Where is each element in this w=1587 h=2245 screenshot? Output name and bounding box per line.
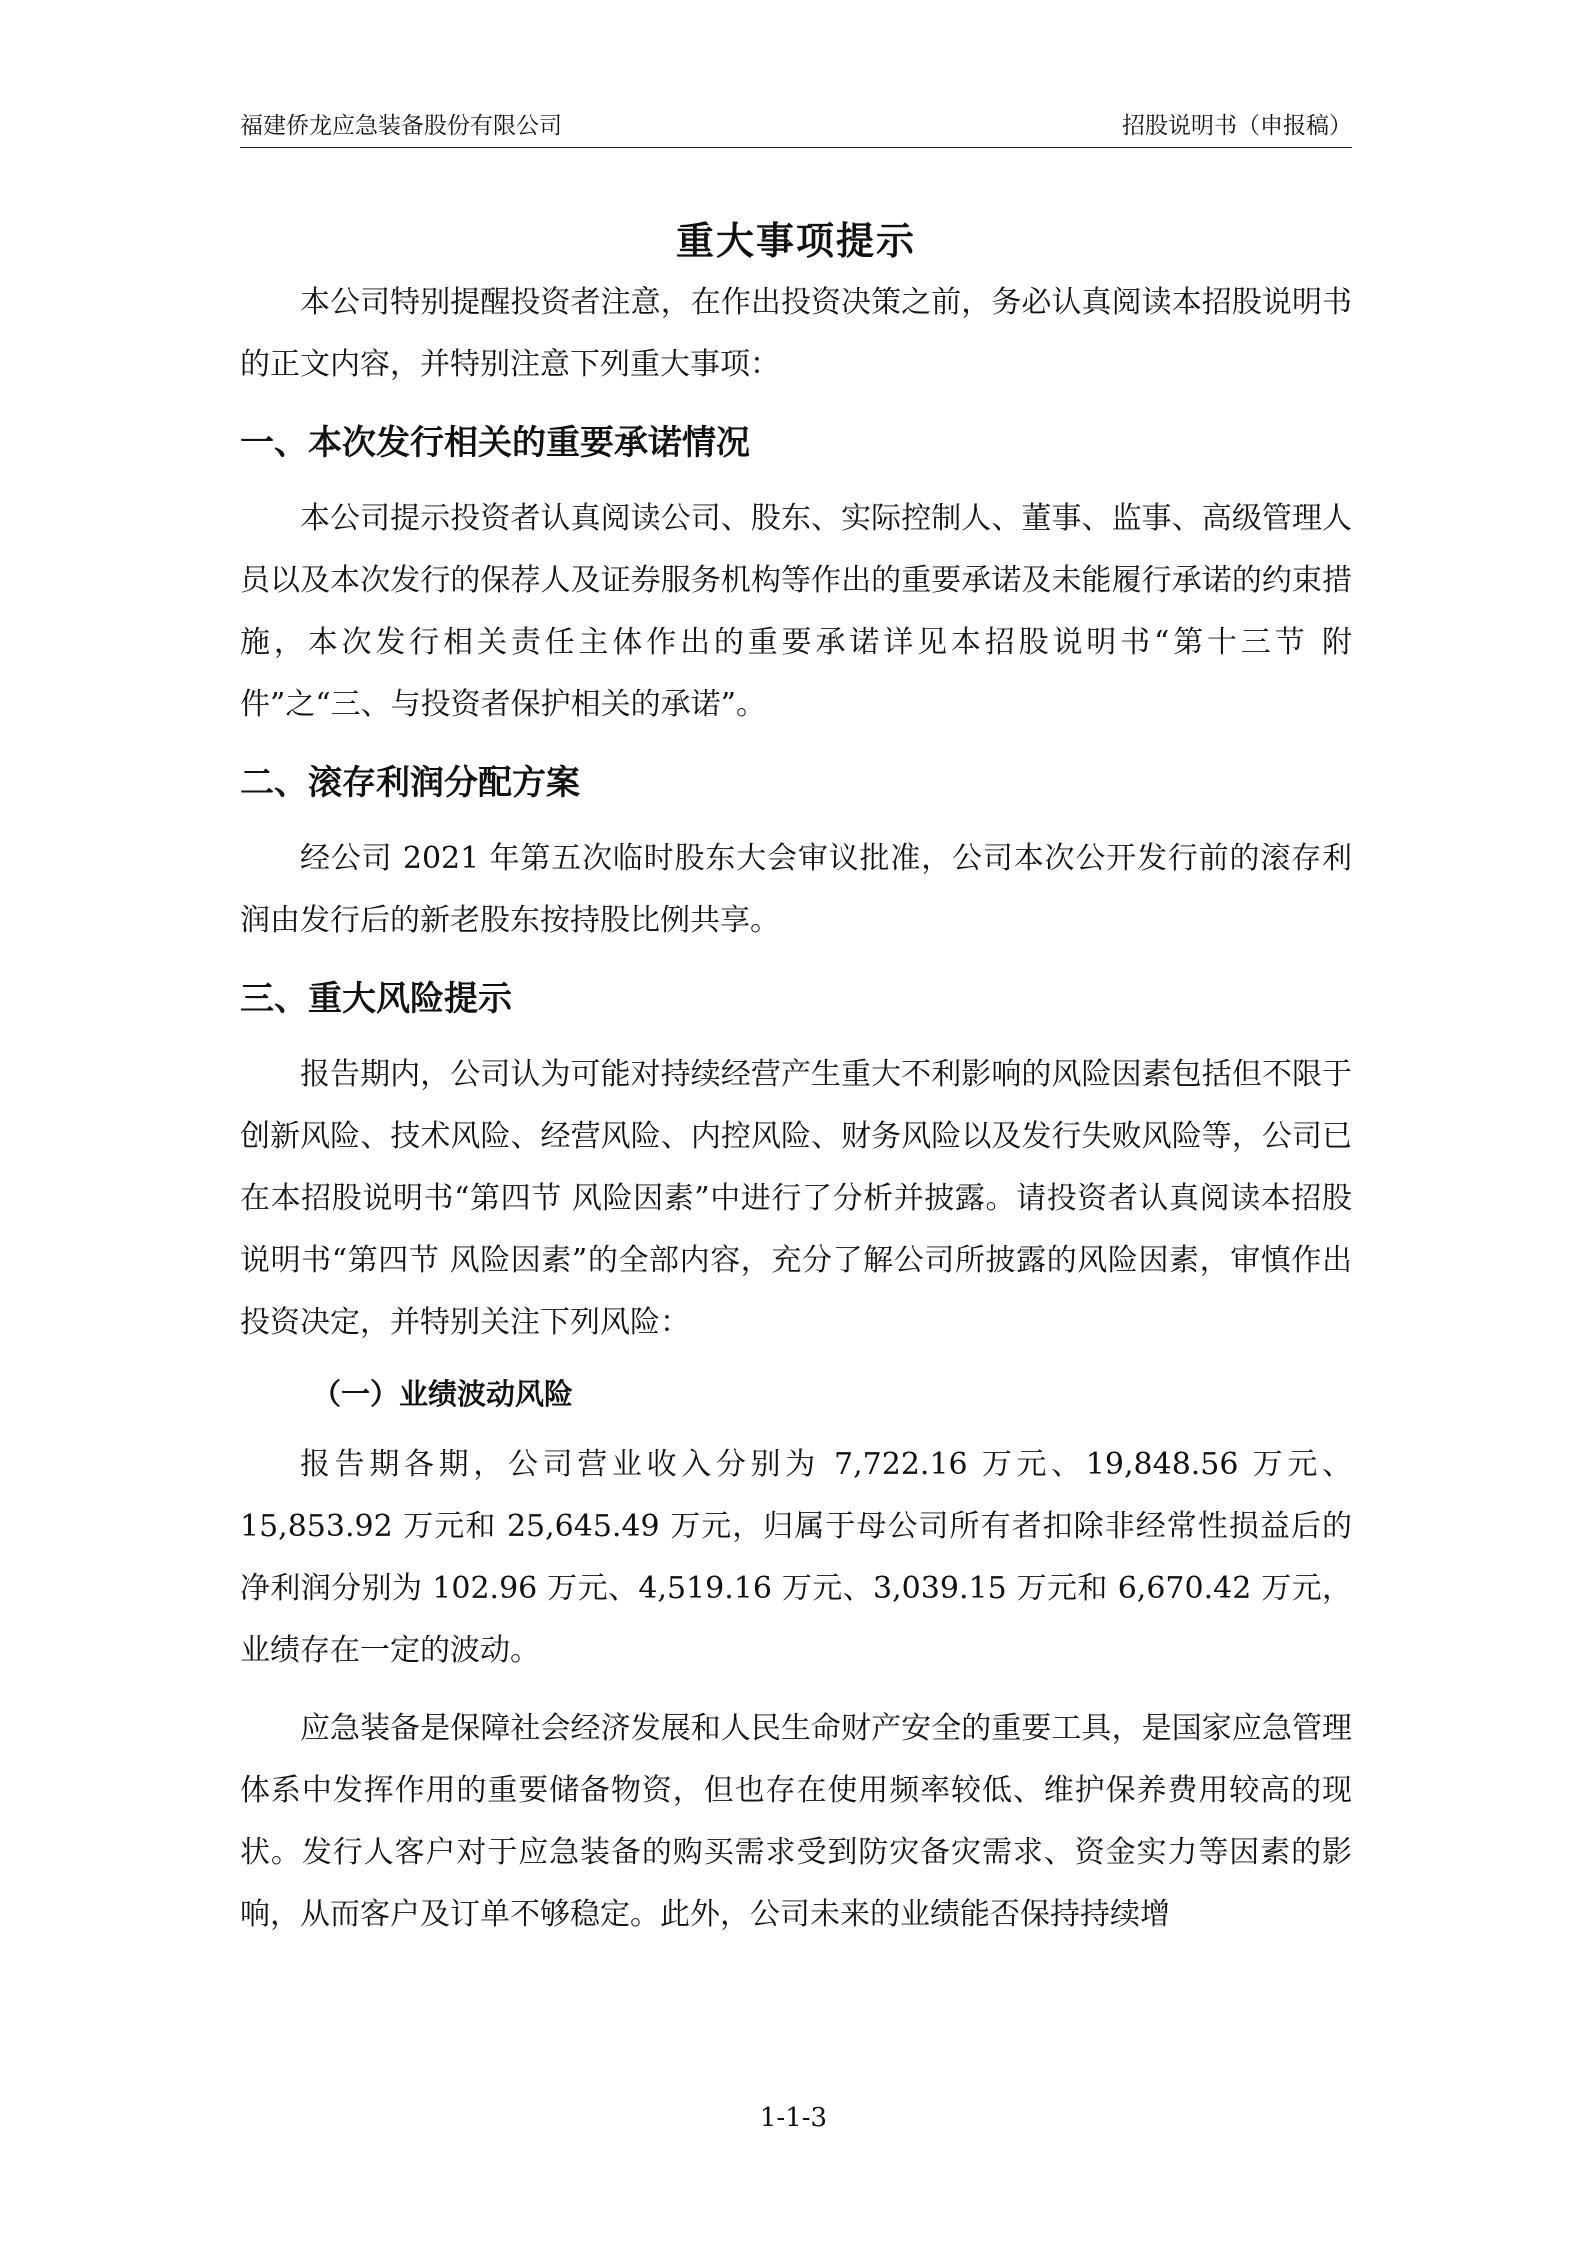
intro-paragraph: 本公司特别提醒投资者注意，在作出投资决策之前，务必认真阅读本招股说明书的正文内容，并特别注意下列重大事项： — [240, 285, 1352, 382]
page-content — [240, 200, 1352, 1946]
section-heading-commitments: 一、本次发行相关的重要承诺情况 — [240, 423, 750, 463]
section-heading-risk-warning: 三、重大风险提示 — [240, 979, 512, 1019]
subsection-heading-performance-risk: （一）业绩波动风险 — [312, 1377, 574, 1411]
header-document-type: 招股说明书（申报稿） — [1122, 113, 1352, 139]
performance-risk-paragraph-2: 应急装备是保障社会经济发展和人民生命财产安全的重要工具，是国家应急管理体系中发挥作用的重要储备物资，但也存在使用频率较低、维护保养费用较高的现状。发行人客户对于应急装备的购买需求受到防灾备灾需求、资金实力等因素的影响，从而客户及订单不够稳定。此外，公司未来的业绩能否保持持续增 — [240, 1711, 1352, 1932]
section-paragraph-commitments: 本公司提示投资者认真阅读公司、股东、实际控制人、董事、监事、高级管理人员以及本次发行的保荐人及证券服务机构等作出的重要承诺及未能履行承诺的约束措施，本次发行相关责任主体作出的重要承诺详见本招股说明书“第十三节 附件”之“三、与投资者保护相关的承诺”。 — [240, 501, 1352, 722]
page-title: 重大事项提示 — [675, 219, 916, 263]
header-company-name: 福建侨龙应急装备股份有限公司 — [240, 113, 562, 139]
performance-risk-paragraph-1: 报告期各期，公司营业收入分别为 7,722.16 万元、19,848.56 万元、15,853.92 万元和 25,645.49 万元，归属于母公司所有者扣除非经常性损益后的净利润分别为 102.96 万元、4,519.16 万元、3,039.15 万元和 6,670.42 万元，业绩存在一定的波动。 — [240, 1447, 1352, 1668]
header-divider — [240, 147, 1352, 148]
section-heading-profit-distribution: 二、滚存利润分配方案 — [240, 763, 580, 803]
page-number: 1-1-3 — [759, 2103, 828, 2133]
page-header — [240, 106, 1352, 146]
section-paragraph-risk-warning: 报告期内，公司认为可能对持续经营产生重大不利影响的风险因素包括但不限于创新风险、技术风险、经营风险、内控风险、财务风险以及发行失败风险等，公司已在本招股说明书“第四节 风险因素”中进行了分析并披露。请投资者认真阅读本招股说明书“第四节 风险因素”的全部内容，充分了解公司所披露的风险因素，审慎作出投资决定，并特别关注下列风险： — [240, 1057, 1352, 1340]
section-paragraph-profit-distribution: 经公司 2021 年第五次临时股东大会审议批准，公司本次公开发行前的滚存利润由发行后的新老股东按持股比例共享。 — [240, 841, 1352, 938]
